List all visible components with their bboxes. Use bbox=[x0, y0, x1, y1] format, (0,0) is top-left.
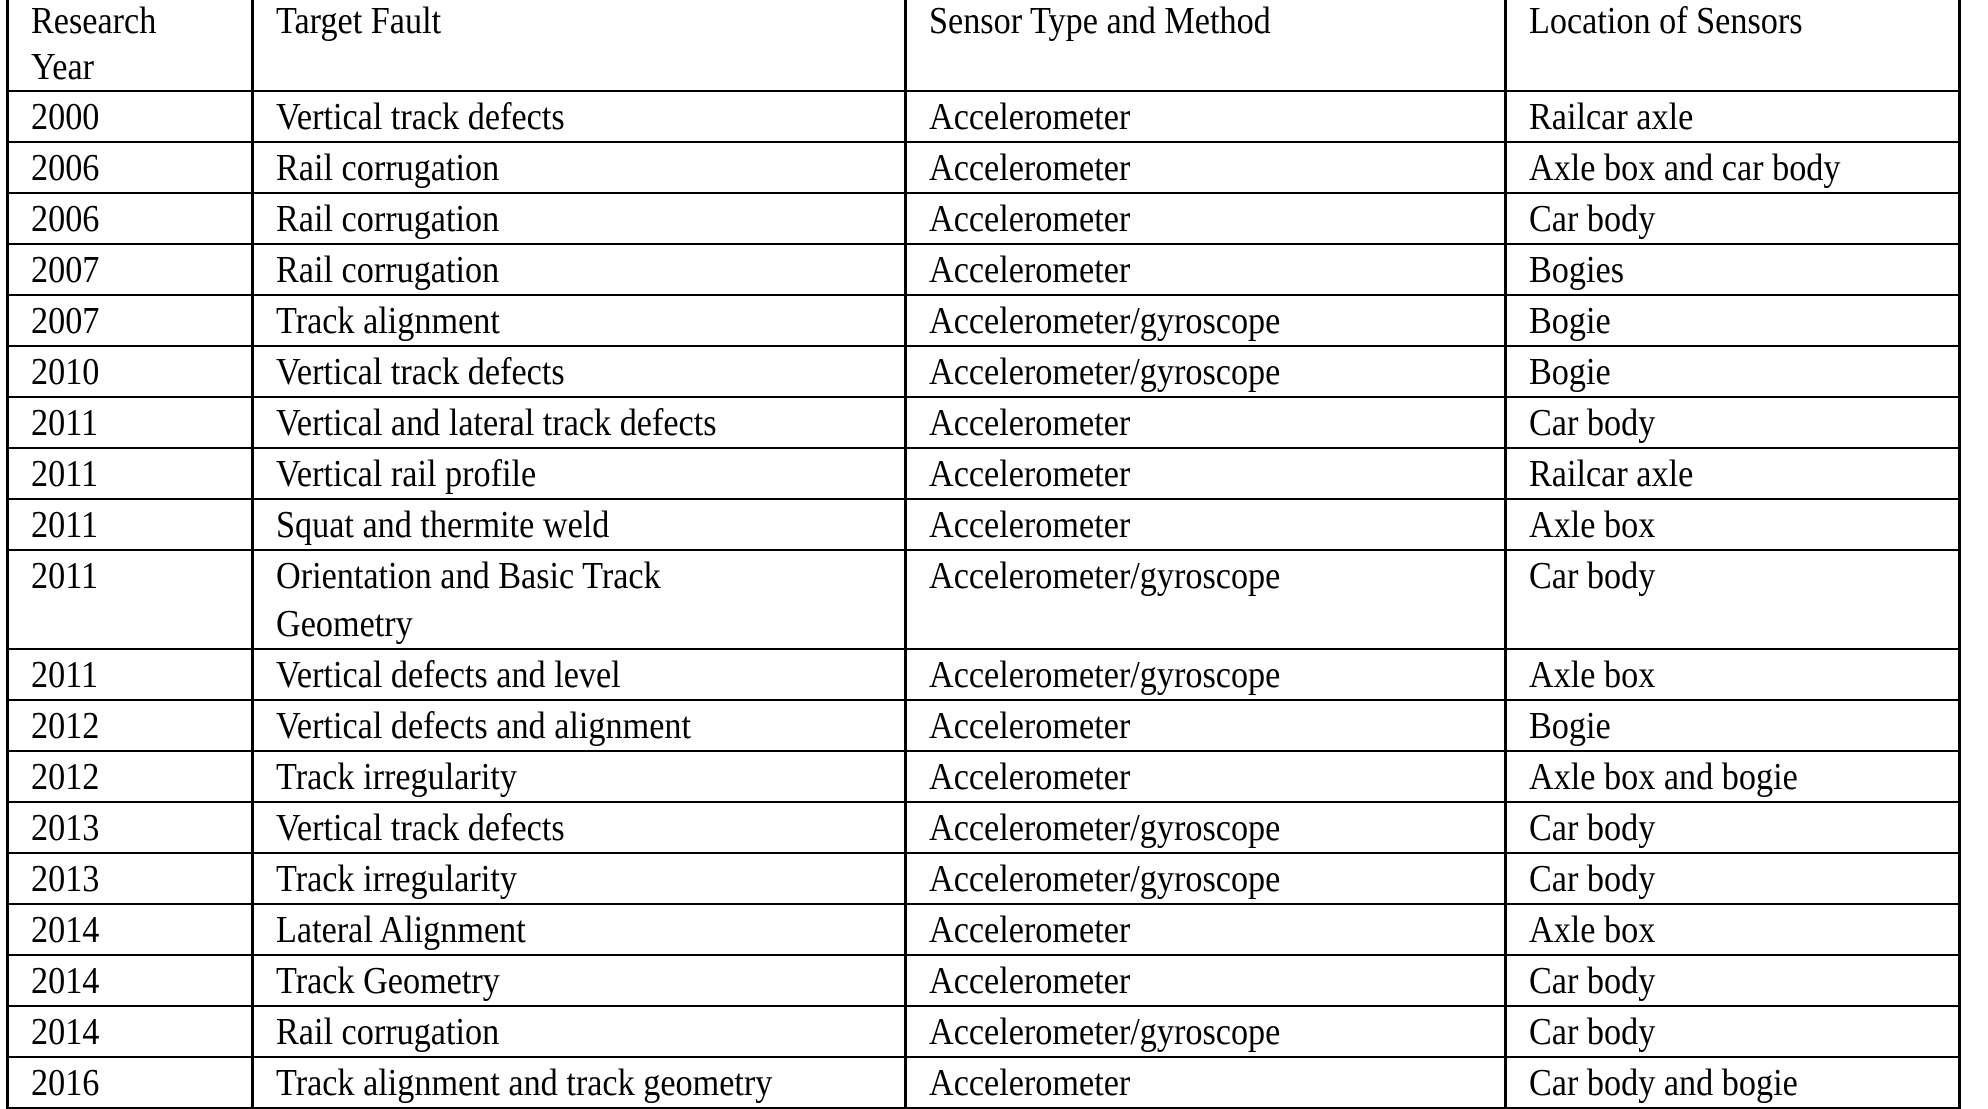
table-row bbox=[8, 802, 1960, 853]
cell-year bbox=[8, 700, 253, 751]
cell-text: Accelerometer/gyroscope bbox=[929, 807, 1281, 849]
cell-fault bbox=[253, 142, 906, 193]
cell-text: Accelerometer bbox=[929, 249, 1131, 291]
cell-location bbox=[1506, 244, 1960, 295]
cell-sensor bbox=[906, 955, 1506, 1006]
cell-text: 2006 bbox=[31, 147, 100, 189]
cell-sensor bbox=[906, 448, 1506, 499]
cell-fault bbox=[253, 91, 906, 142]
cell-fault bbox=[253, 1006, 906, 1057]
cell-text: Vertical rail profile bbox=[276, 453, 537, 495]
column-header-research-year bbox=[8, 0, 253, 91]
cell-sensor bbox=[906, 700, 1506, 751]
cell-text: Geometry bbox=[276, 603, 413, 645]
cell-year bbox=[8, 397, 253, 448]
header-line: Target Fault bbox=[276, 0, 442, 42]
cell-text: 2012 bbox=[31, 705, 100, 747]
cell-text: 2000 bbox=[31, 96, 100, 138]
cell-text: 2007 bbox=[31, 300, 100, 342]
cell-fault bbox=[253, 802, 906, 853]
header-line: Year bbox=[31, 46, 95, 88]
cell-text: Axle box and bogie bbox=[1529, 756, 1798, 798]
cell-location bbox=[1506, 193, 1960, 244]
cell-text: Bogie bbox=[1529, 351, 1611, 393]
cell-year bbox=[8, 550, 253, 649]
cell-year bbox=[8, 1006, 253, 1057]
cell-sensor bbox=[906, 1006, 1506, 1057]
cell-location bbox=[1506, 700, 1960, 751]
cell-text: Axle box bbox=[1529, 654, 1656, 696]
cell-text: Accelerometer bbox=[929, 504, 1131, 546]
cell-text: Railcar axle bbox=[1529, 453, 1694, 495]
cell-year bbox=[8, 853, 253, 904]
cell-fault bbox=[253, 346, 906, 397]
cell-sensor bbox=[906, 751, 1506, 802]
cell-text: 2010 bbox=[31, 351, 100, 393]
cell-year bbox=[8, 649, 253, 700]
cell-text: Axle box bbox=[1529, 909, 1656, 951]
cell-year bbox=[8, 346, 253, 397]
cell-text: Lateral Alignment bbox=[276, 909, 526, 951]
cell-fault bbox=[253, 853, 906, 904]
cell-sensor bbox=[906, 244, 1506, 295]
cell-text: Accelerometer bbox=[929, 402, 1131, 444]
cell-text: Accelerometer/gyroscope bbox=[929, 654, 1281, 696]
cell-fault bbox=[253, 550, 906, 649]
table-row bbox=[8, 1057, 1960, 1108]
cell-location bbox=[1506, 751, 1960, 802]
table-row bbox=[8, 244, 1960, 295]
cell-location bbox=[1506, 448, 1960, 499]
cell-location bbox=[1506, 550, 1960, 649]
cell-year bbox=[8, 448, 253, 499]
cell-location bbox=[1506, 904, 1960, 955]
cell-fault bbox=[253, 700, 906, 751]
cell-text: 2014 bbox=[31, 909, 100, 951]
cell-text: Railcar axle bbox=[1529, 96, 1694, 138]
cell-text: 2011 bbox=[31, 453, 99, 495]
cell-text: Orientation and Basic Track bbox=[276, 555, 661, 597]
cell-text: Track irregularity bbox=[276, 858, 517, 900]
cell-year bbox=[8, 802, 253, 853]
cell-text: Car body bbox=[1529, 555, 1656, 597]
cell-location bbox=[1506, 295, 1960, 346]
cell-sensor bbox=[906, 91, 1506, 142]
cell-fault bbox=[253, 499, 906, 550]
cell-year bbox=[8, 193, 253, 244]
column-header-target-fault bbox=[253, 0, 906, 91]
cell-text: Accelerometer bbox=[929, 147, 1131, 189]
cell-text: Vertical track defects bbox=[276, 807, 565, 849]
table-row bbox=[8, 91, 1960, 142]
cell-fault bbox=[253, 193, 906, 244]
cell-text: Vertical defects and level bbox=[276, 654, 621, 696]
cell-fault bbox=[253, 295, 906, 346]
cell-sensor bbox=[906, 499, 1506, 550]
header-line: Location of Sensors bbox=[1529, 0, 1803, 42]
cell-text: Accelerometer/gyroscope bbox=[929, 351, 1281, 393]
cell-text: Car body bbox=[1529, 198, 1656, 240]
cell-text: Accelerometer/gyroscope bbox=[929, 555, 1281, 597]
cell-text: Accelerometer bbox=[929, 96, 1131, 138]
cell-text: Vertical and lateral track defects bbox=[276, 402, 717, 444]
cell-fault bbox=[253, 397, 906, 448]
cell-text: 2011 bbox=[31, 504, 99, 546]
table-row bbox=[8, 853, 1960, 904]
cell-text: Rail corrugation bbox=[276, 1011, 500, 1053]
cell-sensor bbox=[906, 295, 1506, 346]
table-row bbox=[8, 751, 1960, 802]
header-line: Sensor Type and Method bbox=[929, 0, 1271, 42]
cell-location bbox=[1506, 397, 1960, 448]
table-row bbox=[8, 448, 1960, 499]
cell-text: 2011 bbox=[31, 402, 99, 444]
table-row bbox=[8, 346, 1960, 397]
cell-text: Accelerometer bbox=[929, 198, 1131, 240]
cell-text: Axle box bbox=[1529, 504, 1656, 546]
cell-year bbox=[8, 904, 253, 955]
cell-text: Rail corrugation bbox=[276, 198, 500, 240]
table-row bbox=[8, 142, 1960, 193]
cell-year bbox=[8, 295, 253, 346]
cell-text: Vertical defects and alignment bbox=[276, 705, 691, 747]
cell-text: Accelerometer bbox=[929, 1062, 1131, 1104]
cell-text: Accelerometer bbox=[929, 960, 1131, 1002]
cell-text: Bogies bbox=[1529, 249, 1625, 291]
cell-sensor bbox=[906, 550, 1506, 649]
cell-year bbox=[8, 91, 253, 142]
cell-text: Car body bbox=[1529, 960, 1656, 1002]
cell-location bbox=[1506, 1057, 1960, 1108]
cell-text: 2016 bbox=[31, 1062, 100, 1104]
cell-sensor bbox=[906, 346, 1506, 397]
cell-text: 2007 bbox=[31, 249, 100, 291]
table-row bbox=[8, 649, 1960, 700]
cell-text: 2011 bbox=[31, 555, 99, 597]
table-row bbox=[8, 397, 1960, 448]
cell-text: Accelerometer bbox=[929, 453, 1131, 495]
cell-text: Vertical track defects bbox=[276, 351, 565, 393]
cell-location bbox=[1506, 346, 1960, 397]
table-row bbox=[8, 499, 1960, 550]
table-row bbox=[8, 700, 1960, 751]
cell-text: Squat and thermite weld bbox=[276, 504, 610, 546]
cell-sensor bbox=[906, 802, 1506, 853]
cell-text: Track alignment and track geometry bbox=[276, 1062, 773, 1104]
cell-location bbox=[1506, 142, 1960, 193]
cell-text: 2013 bbox=[31, 807, 100, 849]
cell-sensor bbox=[906, 853, 1506, 904]
header-line: Research bbox=[31, 0, 157, 42]
cell-text: Track irregularity bbox=[276, 756, 517, 798]
cell-text: Car body and bogie bbox=[1529, 1062, 1798, 1104]
cell-location bbox=[1506, 649, 1960, 700]
cell-year bbox=[8, 142, 253, 193]
cell-sensor bbox=[906, 397, 1506, 448]
table-row bbox=[8, 193, 1960, 244]
cell-year bbox=[8, 751, 253, 802]
cell-fault bbox=[253, 955, 906, 1006]
cell-text: 2014 bbox=[31, 1011, 100, 1053]
cell-fault bbox=[253, 1057, 906, 1108]
cell-text: 2014 bbox=[31, 960, 100, 1002]
cell-text: Accelerometer bbox=[929, 756, 1131, 798]
table-row bbox=[8, 550, 1960, 649]
cell-sensor bbox=[906, 1057, 1506, 1108]
cell-location bbox=[1506, 955, 1960, 1006]
cell-location bbox=[1506, 1006, 1960, 1057]
cell-year bbox=[8, 1057, 253, 1108]
cell-text: Bogie bbox=[1529, 300, 1611, 342]
cell-text: Accelerometer/gyroscope bbox=[929, 1011, 1281, 1053]
cell-year bbox=[8, 499, 253, 550]
table-row bbox=[8, 295, 1960, 346]
cell-fault bbox=[253, 448, 906, 499]
cell-text: 2011 bbox=[31, 654, 99, 696]
cell-text: Rail corrugation bbox=[276, 249, 500, 291]
cell-text: 2013 bbox=[31, 858, 100, 900]
cell-fault bbox=[253, 904, 906, 955]
cell-text: Bogie bbox=[1529, 705, 1611, 747]
cell-location bbox=[1506, 499, 1960, 550]
cell-text: 2006 bbox=[31, 198, 100, 240]
cell-text: Rail corrugation bbox=[276, 147, 500, 189]
cell-sensor bbox=[906, 193, 1506, 244]
cell-text: Track alignment bbox=[276, 300, 500, 342]
cell-location bbox=[1506, 802, 1960, 853]
cell-text: Accelerometer/gyroscope bbox=[929, 300, 1281, 342]
table-row bbox=[8, 955, 1960, 1006]
cell-text: 2012 bbox=[31, 756, 100, 798]
cell-text: Car body bbox=[1529, 807, 1656, 849]
cell-location bbox=[1506, 853, 1960, 904]
cell-text: Axle box and car body bbox=[1529, 147, 1841, 189]
cell-fault bbox=[253, 649, 906, 700]
table-row bbox=[8, 1006, 1960, 1057]
column-header-sensor-type bbox=[906, 0, 1506, 91]
cell-text: Car body bbox=[1529, 858, 1656, 900]
cell-text: Car body bbox=[1529, 402, 1656, 444]
cell-fault bbox=[253, 751, 906, 802]
cell-year bbox=[8, 244, 253, 295]
cell-sensor bbox=[906, 904, 1506, 955]
cell-sensor bbox=[906, 142, 1506, 193]
cell-text: Accelerometer bbox=[929, 705, 1131, 747]
table-header-row bbox=[8, 0, 1960, 91]
cell-location bbox=[1506, 91, 1960, 142]
sensor-research-table bbox=[6, 0, 1961, 1109]
cell-text: Accelerometer bbox=[929, 909, 1131, 951]
cell-sensor bbox=[906, 649, 1506, 700]
cell-year bbox=[8, 955, 253, 1006]
column-header-sensor-location bbox=[1506, 0, 1960, 91]
sensor-research-table-container bbox=[6, 0, 1961, 1109]
cell-text: Accelerometer/gyroscope bbox=[929, 858, 1281, 900]
cell-fault bbox=[253, 244, 906, 295]
cell-text: Car body bbox=[1529, 1011, 1656, 1053]
cell-text: Vertical track defects bbox=[276, 96, 565, 138]
cell-text: Track Geometry bbox=[276, 960, 500, 1002]
table-row bbox=[8, 904, 1960, 955]
